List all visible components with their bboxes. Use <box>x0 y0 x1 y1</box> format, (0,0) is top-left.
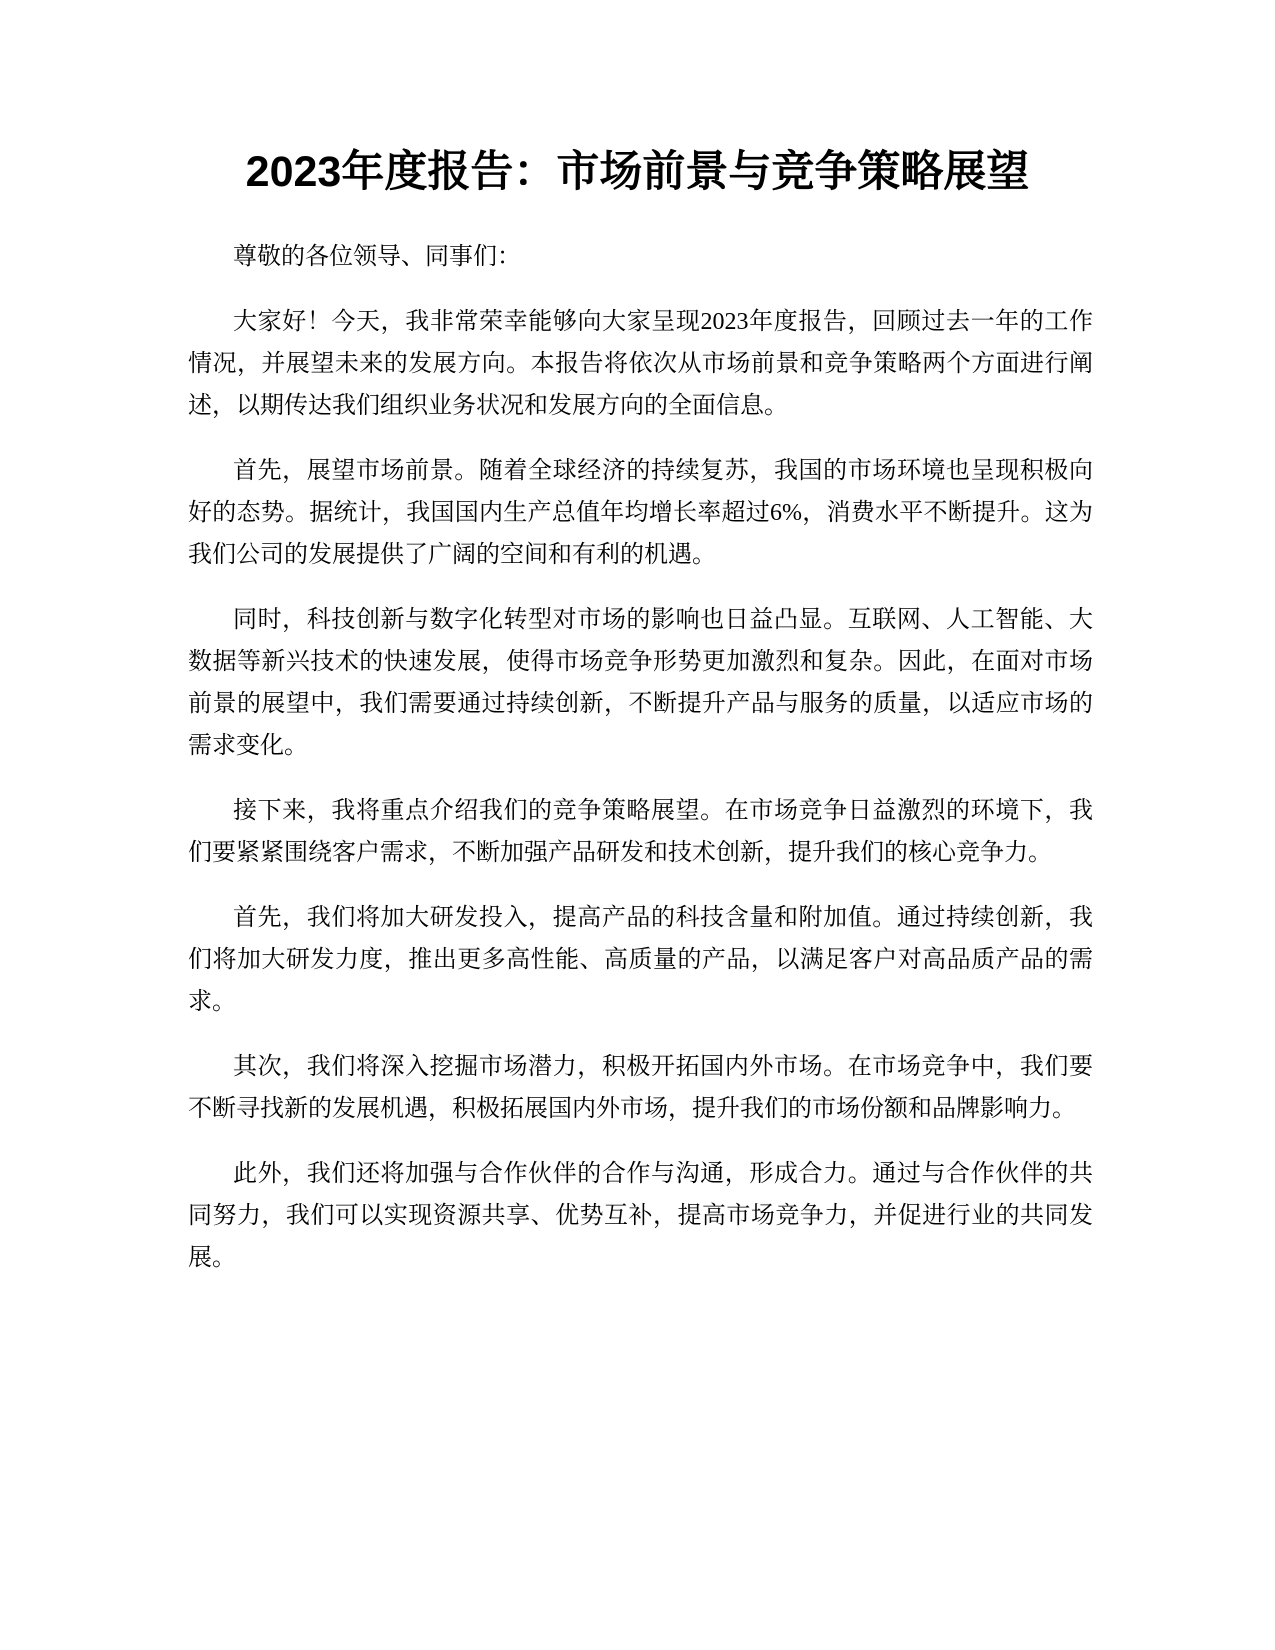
market-outlook-paragraph: 首先，展望市场前景。随着全球经济的持续复苏，我国的市场环境也呈现积极向好的态势。据统计，我国国内生产总值年均增长率超过6%，消费水平不断提升。这为我们公司的发展提供了广阔的空间和有利的机遇。 <box>188 458 1093 568</box>
strategy-intro-paragraph: 接下来，我将重点介绍我们的竞争策略展望。在市场竞争日益激烈的环境下，我们要紧紧围绕客户需求，不断加强产品研发和技术创新，提升我们的核心竞争力。 <box>188 798 1093 866</box>
rd-investment-paragraph: 首先，我们将加大研发投入，提高产品的科技含量和附加值。通过持续创新，我们将加大研发力度，推出更多高性能、高质量的产品，以满足客户对高品质产品的需求。 <box>188 905 1093 1015</box>
salutation-paragraph: 尊敬的各位领导、同事们： <box>233 244 521 270</box>
market-expansion-paragraph: 其次，我们将深入挖掘市场潜力，积极开拓国内外市场。在市场竞争中，我们要不断寻找新的发展机遇，积极拓展国内外市场，提升我们的市场份额和品牌影响力。 <box>188 1054 1093 1122</box>
partnership-paragraph: 此外，我们还将加强与合作伙伴的合作与沟通，形成合力。通过与合作伙伴的共同努力，我们可以实现资源共享、优势互补，提高市场竞争力，并促进行业的共同发展。 <box>188 1161 1093 1271</box>
intro-paragraph: 大家好！今天，我非常荣幸能够向大家呈现2023年度报告，回顾过去一年的工作情况，并展望未来的发展方向。本报告将依次从市场前景和竞争策略两个方面进行阐述，以期传达我们组织业务状况和发展方向的全面信息。 <box>188 309 1093 419</box>
document-body <box>188 236 1093 1302</box>
document-title: 2023年度报告：市场前景与竞争策略展望 <box>245 148 1030 196</box>
technology-impact-paragraph: 同时，科技创新与数字化转型对市场的影响也日益凸显。互联网、人工智能、大数据等新兴技术的快速发展，使得市场竞争形势更加激烈和复杂。因此，在面对市场前景的展望中，我们需要通过持续创新，不断提升产品与服务的质量，以适应市场的需求变化。 <box>188 607 1093 759</box>
